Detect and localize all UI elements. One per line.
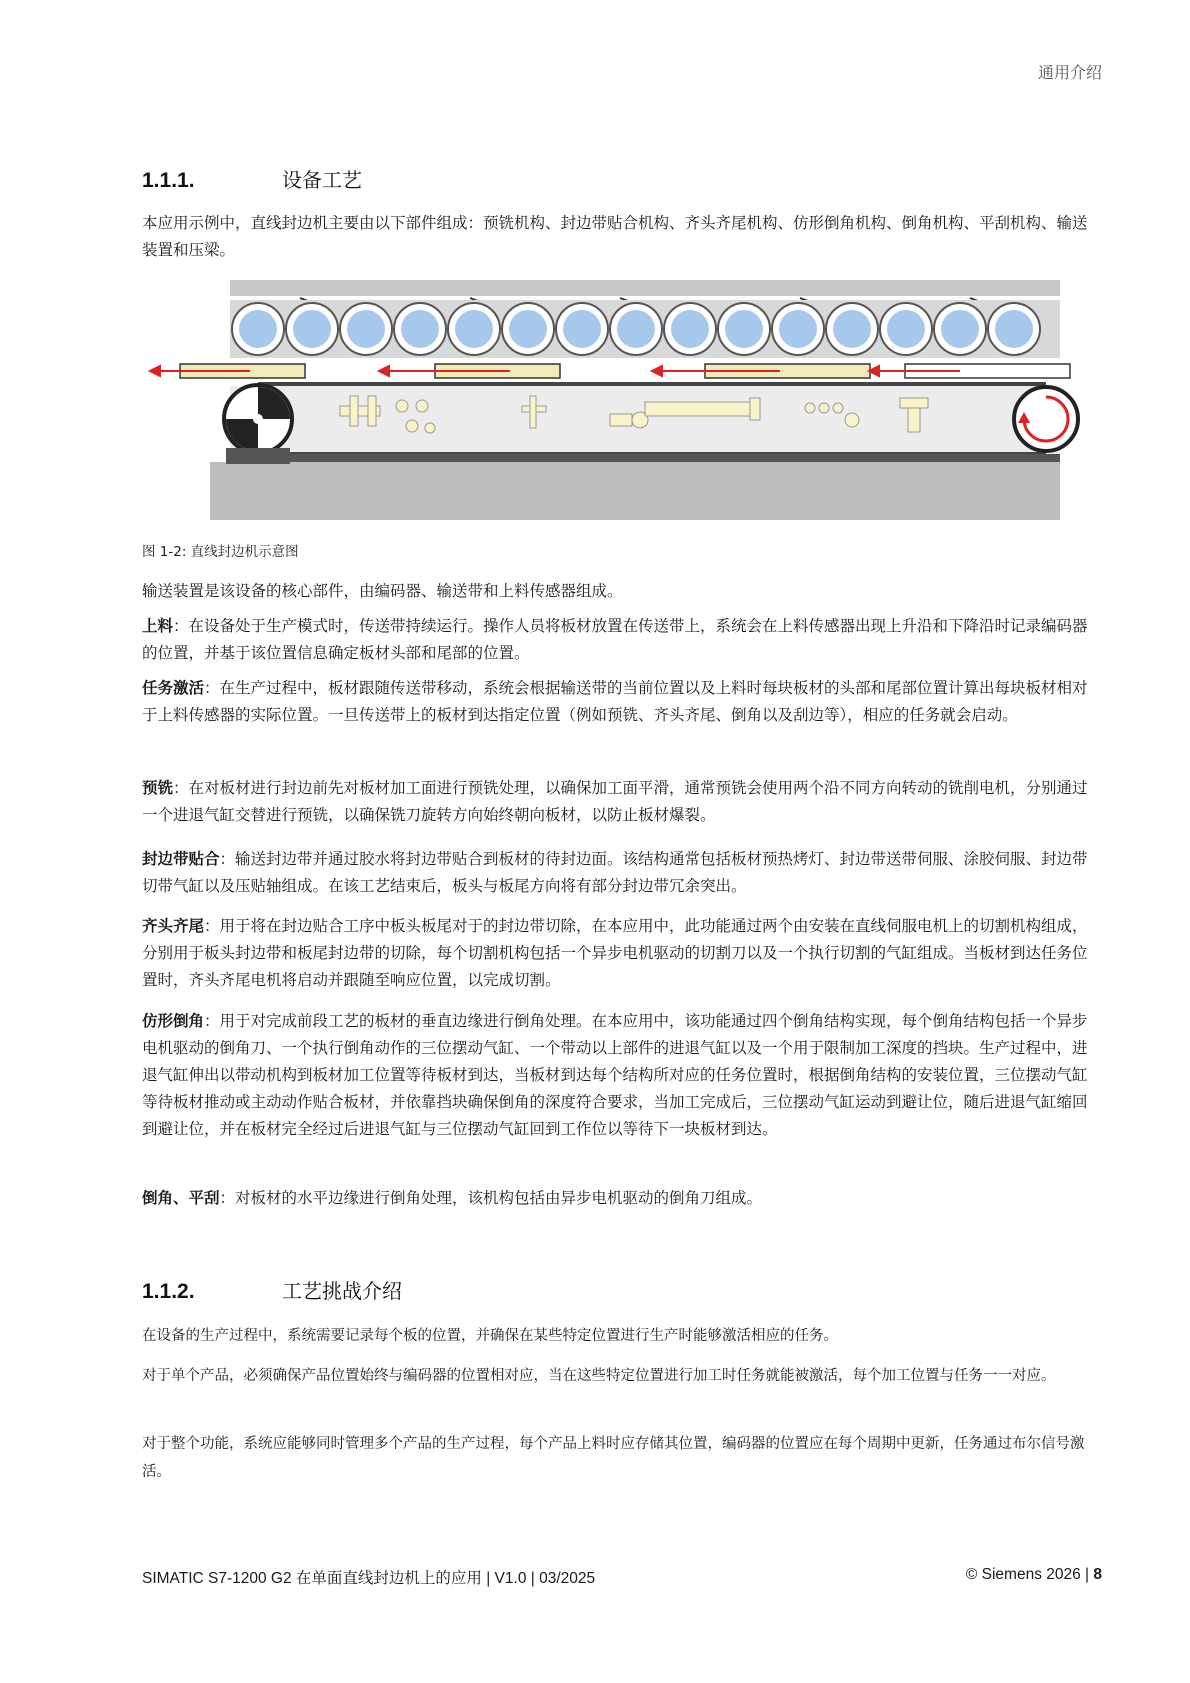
figure-caption: 图 1-2: 直线封边机示意图 [142,544,299,560]
machine-base [210,462,1060,520]
drive-wheel [224,385,292,453]
term: 倒角、平刮 [142,1189,220,1207]
item-task-activation: 任务激活：在生产过程中，板材跟随传送带移动，系统会根据输送带的当前位置以及上料时每块板材的头部和尾部位置计算出每块板材相对于上料传感器的实际位置。一旦传送带上的板材到达指定位置（例如预铣、齐头齐尾、倒角以及刮边等），相应的任务就会启动。 [142,679,1088,724]
item-edge-band-gluing: 封边带贴合：输送封边带并通过胶水将封边带贴合到板材的待封边面。该结构通常包括板材预热烤灯、封边带送带伺服、涂胶伺服、封边带切带气缸以及压贴轴组成。在该工艺结束后，板头与板尾方向将有部分封边带冗余突出。 [142,850,1088,895]
item-end-trimming: 齐头齐尾：用于将在封边贴合工序中板头板尾对于的封边带切除，在本应用中，此功能通过两个由安装在直线伺服电机上的切割机构组成，分别用于板头封边带和板尾封边带的切除，每个切割机构包括一个异步电机驱动的切割刀以及一个执行切割的气缸组成。当板材到达任务位置时，齐头齐尾电机将启动并跟随至响应位置，以完成切割。 [142,917,1088,989]
item-pre-milling: 预铣：在对板材进行封边前先对板材加工面进行预铣处理，以确保加工面平滑，通常预铣会使用两个沿不同方向转动的铣削电机，分别通过一个进退气缸交替进行预铣，以确保铣刀旋转方向始终朝向板材，以防止板材爆裂。 [142,779,1088,824]
section-heading-1-1-1 [142,164,362,193]
section-title: 设备工艺 [282,168,362,192]
intro-paragraph: 本应用示例中，直线封边机主要由以下部件组成：预铣机构、封边带贴合机构、齐头齐尾机构、仿形倒角机构、倒角机构、平刮机构、输送装置和压梁。 [142,214,1088,259]
item-feed: 上料：在设备处于生产模式时，传送带持续运行。操作人员将板材放置在传送带上，系统会在上料传感器出现上升沿和下降沿时记录编码器的位置，并基于该位置信息确定板材头部和尾部的位置。 [142,617,1088,662]
term: 任务激活 [142,679,205,697]
footer-document-title: SIMATIC S7-1200 G2 在单面直线封边机上的应用 | V1.0 | 03/2025 [142,1570,596,1587]
section-title: 工艺挑战介绍 [282,1279,402,1303]
edge-banding-machine-diagram [140,278,1080,523]
section-heading-1-1-2 [142,1275,402,1304]
item-chamfer-scraping: 倒角、平刮：对板材的水平边缘进行倒角处理，该机构包括由异步电机驱动的倒角刀组成。 [142,1189,763,1207]
challenge-paragraph-3: 对于整个功能，系统应能够同时管理多个产品的生产过程，每个产品上料时应存储其位置，编码器的位置应在每个周期中更新，任务通过布尔信号激活。 [142,1436,1085,1480]
term: 仿形倒角 [142,1012,205,1030]
base-rail [240,454,1060,462]
press-beam [230,280,1060,296]
term: 上料 [142,617,174,635]
term: 齐头齐尾 [142,917,205,935]
term: 封边带贴合 [142,850,220,868]
challenge-paragraph-1: 在设备的生产过程中，系统需要记录每个板的位置，并确保在某些特定位置进行生产时能够激活相应的任务。 [142,1328,838,1344]
challenge-paragraph-2: 对于单个产品，必须确保产品位置始终与编码器的位置相对应，当在这些特定位置进行加工时任务就能被激活，每个加工位置与任务一一对应。 [142,1368,1056,1384]
pressure-rollers [232,303,1040,355]
section-number: 1.1.1. [142,169,195,192]
item-profile-chamfering: 仿形倒角：用于对完成前段工艺的板材的垂直边缘进行倒角处理。在本应用中，该功能通过四个倒角结构实现，每个倒角结构包括一个异步电机驱动的倒角刀、一个执行倒角动作的三位摆动气缸、一个带动以上部件的进退气缸以及一个用于限制加工深度的挡块。生产过程中，进退气缸伸出以带动机构到板材加工位置等待板材到达，当板材到达每个结构所对应的任务位置时，根据倒角结构的安装位置，三位摆动气缸等待板材推动或主动动作贴合板材，并依靠挡块确保倒角的深度符合要求，当加工完成后，三位摆动气缸运动到避让位，随后进退气缸缩回到避让位，并在板材完全经过后进退气缸与三位摆动气缸回到工作位以等待下一块板材到达。 [142,1012,1088,1138]
conveyor-paragraph: 输送装置是该设备的核心部件，由编码器、输送带和上料传感器组成。 [142,582,623,600]
running-header: 通用介绍 [1037,63,1102,82]
tail-wheel [1014,387,1078,451]
section-number: 1.1.2. [142,1280,195,1303]
term: 预铣 [142,779,174,797]
page-number: 8 [1093,1566,1102,1583]
footer-copyright: © Siemens 2026 | 8 [965,1566,1102,1583]
